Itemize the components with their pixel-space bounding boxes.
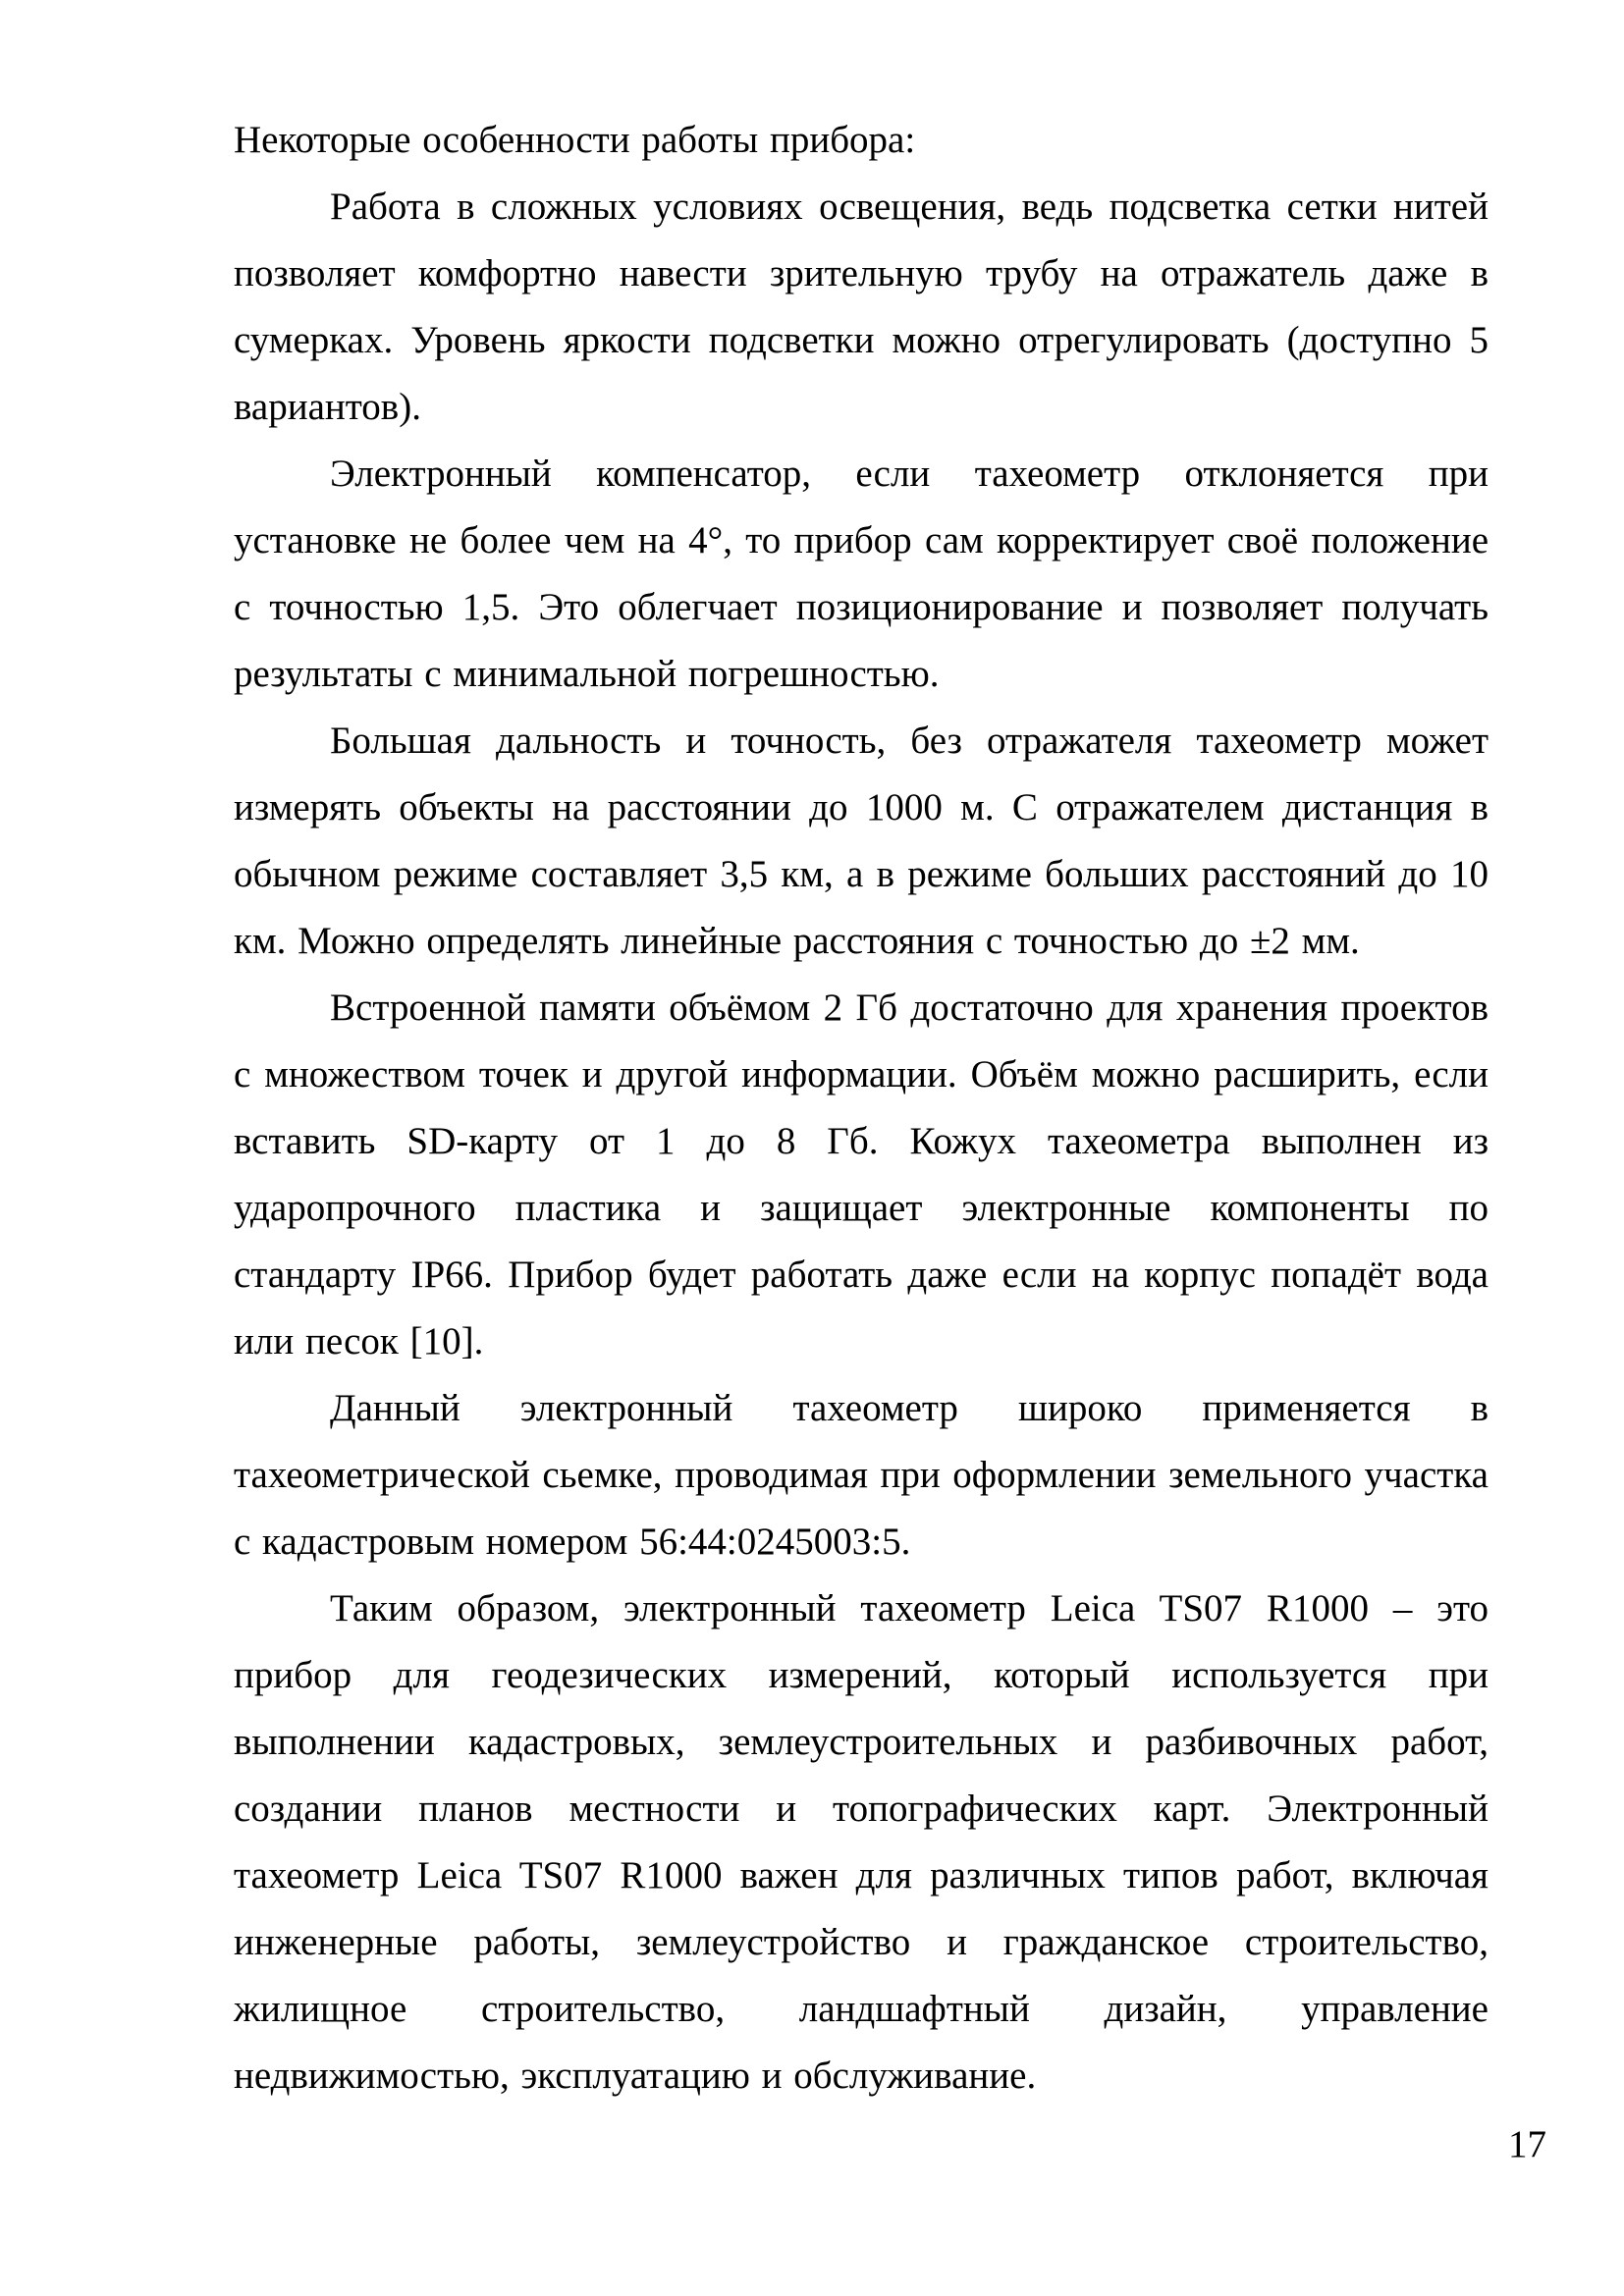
paragraph-range-accuracy: Большая дальность и точность, без отражателя тахеометр может измерять объекты на расстоянии до 1000 м. С отражателем дистанция в обычном режиме составляет 3,5 км, а в режиме больших расстояний до 10 км. Можно определять линейные расстояния с точностью до ±2 мм. xyxy=(234,720,1489,962)
paragraph-compensator: Электронный компенсатор, если тахеометр отклоняется при установке не более чем на 4°, то прибор сам корректирует своё положение с точностью 1,5. Это облегчает позиционирование и позволяет получать результаты с минимальной погрешностью. xyxy=(234,453,1489,695)
paragraph-lighting: Работа в сложных условиях освещения, ведь подсветка сетки нитей позволяет комфортно навести зрительную трубу на отражатель даже в сумерках. Уровень яркости подсветки можно отрегулировать (доступно 5 вариантов). xyxy=(234,186,1489,428)
paragraph-survey-usage: Данный электронный тахеометр широко применяется в тахеометрической сьемке, проводимая при оформлении земельного участка с кадастровым номером 56:44:0245003:5. xyxy=(234,1387,1489,1563)
paragraph-memory-housing: Встроенной памяти объёмом 2 Гб достаточно для хранения проектов с множеством точек и другой информации. Объём можно расширить, если вставить SD-карту от 1 до 8 Гб. Кожух тахеометра выполнен из ударопрочного пластика и защищает электронные компоненты по стандарту IP66. Прибор будет работать даже если на корпус попадёт вода или песок [10]. xyxy=(234,987,1489,1362)
section-heading: Некоторые особенности работы прибора: xyxy=(234,119,916,161)
paragraph-conclusion: Таким образом, электронный тахеометр Leica TS07 R1000 – это прибор для геодезических измерений, который используется при выполнении кадастровых, землеустроительных и разбивочных работ, создании планов местности и топографических карт. Электронный тахеометр Leica TS07 R1000 важен для различных типов работ, включая инженерные работы, землеустройство и гражданское строительство, жилищное строительство, ландшафтный дизайн, управление недвижимостью, эксплуатацию и обслуживание. xyxy=(234,1587,1489,2097)
page-number: 17 xyxy=(1508,2123,1546,2165)
page-content xyxy=(234,107,1489,2109)
